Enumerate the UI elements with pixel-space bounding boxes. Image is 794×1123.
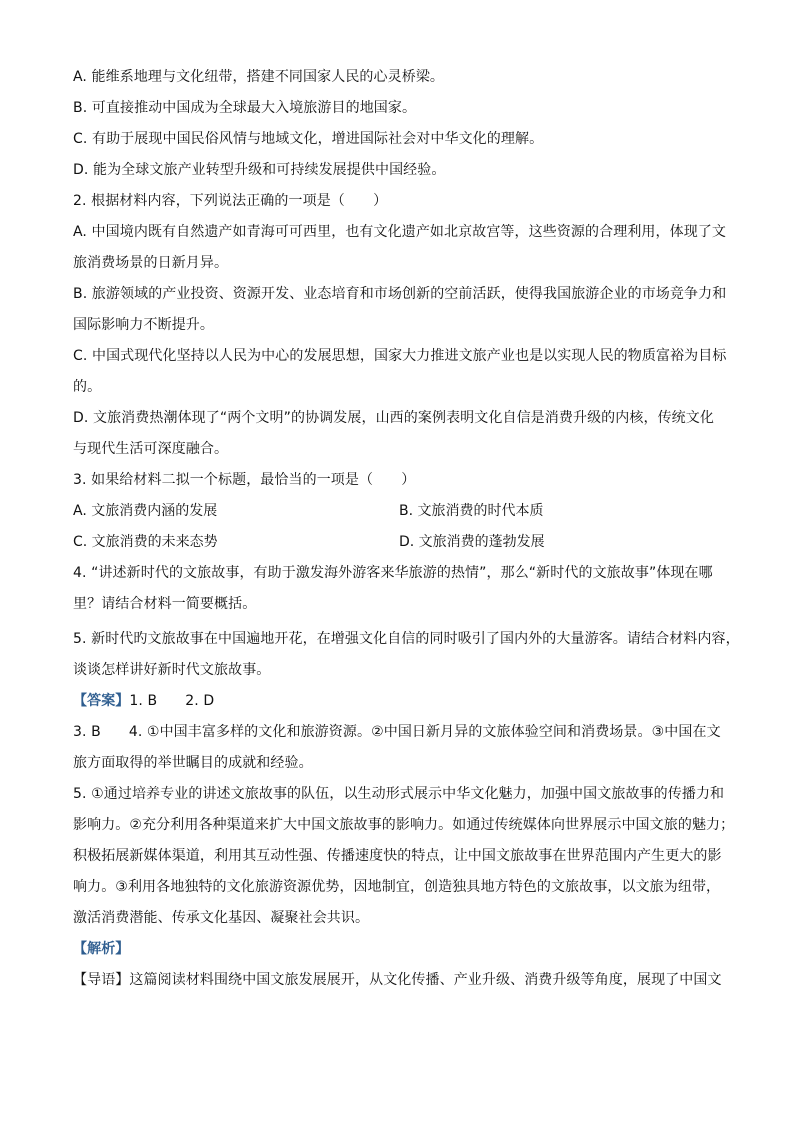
- answer-1: 1. B: [129, 693, 158, 709]
- q5-line2: 谈谈怎样讲好新时代文旅故事。: [73, 662, 271, 678]
- q1-option-d: D. 能为全球文旅产业转型升级和可持续发展提供中国经验。: [73, 162, 446, 178]
- q3-option-c: C. 文旅消费的未来态势: [73, 534, 218, 550]
- q3-option-d: D. 文旅消费的蓬勃发展: [399, 534, 545, 550]
- answer-5-line4: 响力。③利用各地独特的文化旅游资源优势，因地制宜，创造独具地方特色的文旅故事，以文旅为纽带，: [73, 879, 721, 895]
- q2-option-c-line2: 的。: [73, 379, 102, 395]
- answer-5-line1: 5. ①通过培养专业的讲述文旅故事的队伍，以生动形式展示中华文化魅力，加强中国文旅故事的传播力和: [73, 786, 725, 802]
- q5-line1: 5. 新时代旳文旅故事在中国遍地开花，在增强文化自信的同时吸引了国内外的大量游客。请结合材料内容，: [73, 631, 740, 647]
- guide-label: 【导语】: [73, 972, 130, 988]
- q2-option-a-line2: 旅消费场景的日新月异。: [73, 255, 229, 271]
- analysis-label: 【解析】: [73, 941, 130, 957]
- q3-options-row-2: [73, 527, 725, 558]
- answer-5-line5: 激活消费潜能、传承文化基因、凝聚社会共识。: [73, 910, 370, 926]
- q3-stem: 3. 如果给材料二拟一个标题，最恰当的一项是（ ）: [73, 472, 416, 488]
- q1-option-b: B. 可直接推动中国成为全球最大入境旅游目的地国家。: [73, 100, 417, 116]
- q3-options-row-1: [73, 496, 725, 527]
- q2-option-b-line2: 国际影响力不断提升。: [73, 317, 214, 333]
- guide-row: [73, 965, 725, 996]
- answer-3: 3. B: [73, 724, 101, 740]
- q2-option-c-line1: C. 中国式现代化坚持以人民为中心的发展思想，国家大力推进文旅产业也是以实现人民的物质富裕为目标: [73, 348, 727, 364]
- q2-option-d-line2: 与现代生活可深度融合。: [73, 441, 229, 457]
- answer-label: 【答案】: [73, 693, 130, 709]
- q4-line2: 里？请结合材料一简要概括。: [73, 596, 257, 612]
- answer-row-1: [73, 686, 725, 717]
- q2-option-d-line1: D. 文旅消费热潮体现了“两个文明”的协调发展，山西的案例表明文化自信是消费升级的内核，传统文化: [73, 410, 714, 426]
- q3-option-b: B. 文旅消费的时代本质: [399, 503, 544, 519]
- q4-line1: 4. “讲述新时代的文旅故事，有助于激发海外游客来华旅游的热情”，那么“新时代的文旅故事”体现在哪: [73, 565, 713, 581]
- analysis-heading: [73, 934, 725, 965]
- q2-stem: 2. 根据材料内容，下列说法正确的一项是（ ）: [73, 193, 388, 209]
- answer-5-line3: 积极拓展新媒体渠道，利用其互动性强、传播速度快的特点，让中国文旅故事在世界范围内产生更大的影: [73, 848, 722, 864]
- answer-row-2: [73, 717, 725, 748]
- document-page: [73, 62, 740, 996]
- q2-option-a-line1: A. 中国境内既有自然遗产如青海可可西里，也有文化遗产如北京故宫等，这些资源的合理利用，体现了文: [73, 224, 727, 240]
- q1-option-c: C. 有助于展现中国民俗风情与地域文化，增进国际社会对中华文化的理解。: [73, 131, 544, 147]
- answer-4-line1: 4. ①中国丰富多样的文化和旅游资源。②中国日新月异的文旅体验空间和消费场景。③中国在文: [128, 724, 721, 740]
- q1-option-a: A. 能维系地理与文化纽带，搭建不同国家人民的心灵桥梁。: [73, 69, 445, 85]
- answer-4-line2: 旅方面取得的举世瞩目的成就和经验。: [73, 755, 313, 771]
- answer-5-line2: 影响力。②充分利用各种渠道来扩大中国文旅故事的影响力。如通过传统媒体向世界展示中国文旅的魅力；: [73, 817, 735, 833]
- q3-option-a: A. 文旅消费内涵的发展: [73, 503, 218, 519]
- answer-2: 2. D: [185, 693, 215, 709]
- q2-option-b-line1: B. 旅游领域的产业投资、资源开发、业态培育和市场创新的空前活跃，使得我国旅游企业的市场竞争力和: [73, 286, 727, 302]
- guide-text: 这篇阅读材料围绕中国文旅发展展开，从文化传播、产业升级、消费升级等角度，展现了中国文: [129, 972, 722, 988]
